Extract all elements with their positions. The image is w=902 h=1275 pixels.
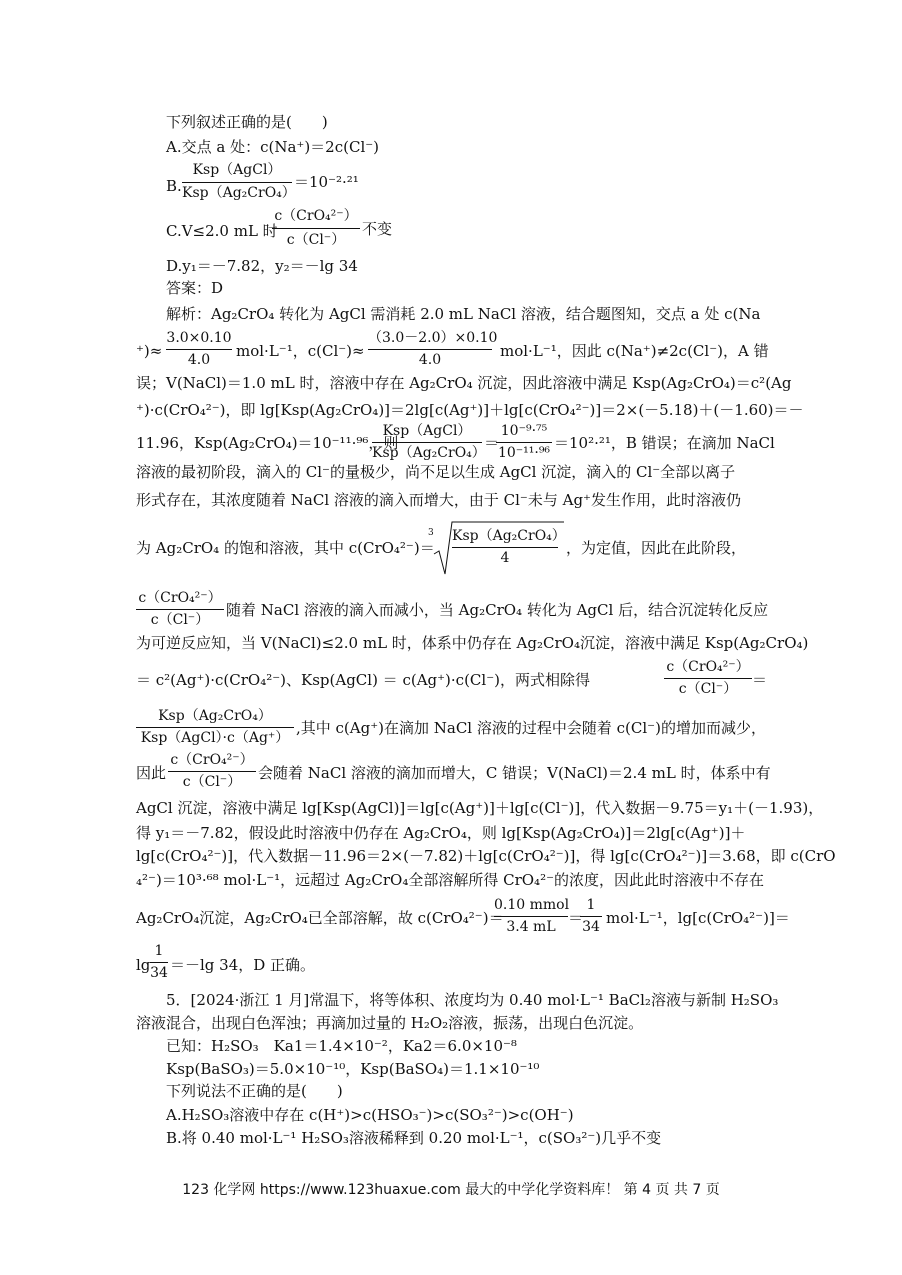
fraction-bar <box>150 962 168 963</box>
fraction-bar <box>136 727 294 728</box>
q5-line-2: 溶液混合，出现白色浑浊；再滴加过量的 H₂O₂溶液，振荡，出现白色沉淀。 <box>136 1014 644 1032</box>
q4-option-c-denominator: c（Cl⁻） <box>286 232 346 248</box>
fraction-7-denominator: c（Cl⁻） <box>678 681 738 697</box>
analysis-line-12: ,其中 c(Ag⁺)在滴加 NaCl 溶液的过程中会随着 c(Cl⁻)的增加而减少， <box>296 719 766 737</box>
analysis-line-15: 得 y₁＝－7.82，假设此时溶液中仍存在 Ag₂CrO₄，则 lg[Ksp(Ag₂CrO₄)]＝2lg[c(Ag⁺)]＋ <box>136 824 746 842</box>
fraction-bar <box>496 442 552 443</box>
fraction-2-denominator: 4.0 <box>418 352 442 368</box>
fraction-8-denominator: Ksp（AgCl）·c（Ag⁺） <box>140 730 290 746</box>
fraction-10-numerator: 0.10 mmol <box>494 897 570 913</box>
fraction-10-denominator: 3.4 mL <box>506 919 556 935</box>
analysis-line-5a: 11.96，Ksp(Ag₂CrO₄)＝10⁻¹¹·⁹⁶，则 <box>136 434 399 452</box>
q4-option-b-denominator: Ksp（Ag₂CrO₄） <box>182 185 296 201</box>
page-footer: 123 化学网 https://www.123huaxue.com 最大的中学化学资料库！ 第 4 页 共 7 页 <box>182 1182 720 1198</box>
fraction-9-numerator: c（CrO₄²⁻） <box>170 752 254 768</box>
q4-option-c-label: C.V≤2.0 mL 时 <box>166 222 278 240</box>
fraction-3-denominator: Ksp（Ag₂CrO₄） <box>372 445 486 461</box>
fraction-4-denominator: 10⁻¹¹·⁹⁶ <box>497 445 551 461</box>
fraction-bar <box>136 609 224 610</box>
analysis-line-2b: mol·L⁻¹，c(Cl⁻)≈ <box>236 342 365 360</box>
fraction-11-numerator: 1 <box>586 897 596 913</box>
fraction-4-numerator: 10⁻⁹·⁷⁵ <box>500 423 548 439</box>
analysis-line-5c: ＝10²·²¹，B 错误；在滴加 NaCl <box>554 434 775 452</box>
q4-option-d: D.y₁＝－7.82，y₂＝－lg 34 <box>166 257 358 275</box>
q5-line-1: 5．[2024·浙江 1 月]常温下，将等体积、浓度均为 0.40 mol·L⁻¹ BaCl₂溶液与新制 H₂SO₃ <box>166 991 779 1009</box>
analysis-line-2c: mol·L⁻¹，因此 c(Na⁺)≠2c(Cl⁻)，A 错 <box>500 342 769 360</box>
fraction-bar <box>182 182 292 183</box>
q5-option-b: B.将 0.40 mol·L⁻¹ H₂SO₃溶液稀释到 0.20 mol·L⁻¹，c(SO₃²⁻)几乎不变 <box>166 1129 662 1147</box>
fraction-5-denominator: 4 <box>500 550 510 566</box>
analysis-line-17: ₄²⁻)＝10³·⁶⁸ mol·L⁻¹，远超过 Ag₂CrO₄全部溶解所得 CrO₄²⁻的浓度，因此此时溶液中不存在 <box>136 871 765 889</box>
analysis-line-11: ＝ c²(Ag⁺)·c(CrO₄²⁻)、Ksp(AgCl) ＝ c(Ag⁺)·c(Cl⁻)，两式相除得 <box>136 671 590 689</box>
analysis-line-13a: 因此 <box>136 764 167 782</box>
analysis-line-16: lg[c(CrO₄²⁻)]，代入数据－11.96＝2×(－7.82)＋lg[c(CrO₄²⁻)]，得 lg[c(CrO₄²⁻)]＝3.68，即 c(CrO <box>136 847 836 865</box>
analysis-line-10: 为可逆反应知，当 V(NaCl)≤2.0 mL 时，体系中仍存在 Ag₂CrO₄沉淀，溶液中满足 Ksp(Ag₂CrO₄) <box>136 634 809 652</box>
fraction-1-denominator: 4.0 <box>187 352 211 368</box>
analysis-line-18c: mol·L⁻¹，lg[c(CrO₄²⁻)]＝ <box>606 909 790 927</box>
fraction-bar <box>452 547 558 548</box>
analysis-line-19a: lg <box>136 956 151 974</box>
q4-answer: 答案：D <box>166 279 224 297</box>
analysis-line-11b: ＝ <box>752 671 768 689</box>
analysis-line-4: ⁺)·c(CrO₄²⁻)，即 lg[Ksp(Ag₂CrO₄)]＝2lg[c(Ag⁺)]＋lg[c(CrO₄²⁻)]＝2×(－5.18)＋(－1.60)＝－ <box>136 401 804 419</box>
analysis-line-14: AgCl 沉淀，溶液中满足 lg[Ksp(AgCl)]＝lg[c(Ag⁺)]＋lg[c(Cl⁻)]，代入数据－9.75＝y₁＋(－1.93)， <box>136 799 824 817</box>
q4-option-c-numerator: c（CrO₄²⁻） <box>274 208 358 224</box>
fraction-bar <box>166 349 232 350</box>
analysis-line-6: 溶液的最初阶段，滴入的 Cl⁻的量极少，尚不足以生成 AgCl 沉淀，滴入的 Cl⁻全部以离子 <box>136 463 736 481</box>
analysis-line-2a: ⁺)≈ <box>136 342 163 360</box>
fraction-11-denominator: 34 <box>582 919 600 935</box>
fraction-2-numerator: （3.0－2.0）×0.10 <box>368 330 498 346</box>
q5-option-a: A.H₂SO₃溶液中存在 c(H⁺)>c(HSO₃⁻)>c(SO₃²⁻)>c(OH⁻) <box>166 1106 574 1124</box>
fraction-bar <box>580 916 602 917</box>
analysis-line-8b: ，为定值，因此在此阶段， <box>566 539 747 557</box>
analysis-line-9: 随着 NaCl 溶液的滴入而减小，当 Ag₂CrO₄ 转化为 AgCl 后，结合沉淀转化反应 <box>226 601 769 619</box>
q5-line-4: Ksp(BaSO₃)＝5.0×10⁻¹⁰，Ksp(BaSO₄)＝1.1×10⁻¹⁰ <box>166 1060 540 1078</box>
analysis-line-5b: ＝ <box>484 434 500 452</box>
analysis-line-13b: 会随着 NaCl 溶液的滴加而增大，C 错误；V(NaCl)＝2.4 mL 时，体系中有 <box>258 764 771 782</box>
q4-option-b-label: B. <box>166 177 182 195</box>
q4-option-c-rhs: 不变 <box>362 220 393 238</box>
analysis-line-1: 解析：Ag₂CrO₄ 转化为 AgCl 需消耗 2.0 mL NaCl 溶液，结合题图知，交点 a 处 c(Na <box>166 305 761 323</box>
q4-option-b-rhs: ＝10⁻²·²¹ <box>294 173 359 191</box>
q5-line-5: 下列说法不正确的是( ) <box>166 1082 343 1100</box>
fraction-bar <box>168 771 256 772</box>
analysis-line-7: 形式存在，其浓度随着 NaCl 溶液的滴入而增大，由于 Cl⁻未与 Ag⁺发生作用，此时溶液仍 <box>136 491 741 509</box>
fraction-9-denominator: c（Cl⁻） <box>182 774 242 790</box>
analysis-line-18a: Ag₂CrO₄沉淀，Ag₂CrO₄已全部溶解，故 c(CrO₄²⁻)＝ <box>136 909 504 927</box>
fraction-8-numerator: Ksp（Ag₂CrO₄） <box>158 708 272 724</box>
radical-sign <box>432 518 564 578</box>
fraction-7-numerator: c（CrO₄²⁻） <box>666 659 750 675</box>
fraction-bar <box>372 442 482 443</box>
analysis-line-8a: 为 Ag₂CrO₄ 的饱和溶液，其中 c(CrO₄²⁻)＝ <box>136 539 435 557</box>
q5-line-3: 已知：H₂SO₃ Ka1＝1.4×10⁻²，Ka2＝6.0×10⁻⁸ <box>166 1037 517 1055</box>
fraction-bar <box>664 678 752 679</box>
cube-root-index: 3 <box>428 528 434 538</box>
fraction-1-numerator: 3.0×0.10 <box>166 330 232 346</box>
analysis-line-3: 误；V(NaCl)＝1.0 mL 时，溶液中存在 Ag₂CrO₄ 沉淀，因此溶液中满足 Ksp(Ag₂CrO₄)＝c²(Ag <box>136 374 792 392</box>
analysis-line-18b: ＝ <box>568 909 584 927</box>
q4-option-b-numerator: Ksp（AgCl） <box>192 162 282 178</box>
q4-stem: 下列叙述正确的是( ) <box>166 113 328 131</box>
fraction-6-denominator: c（Cl⁻） <box>150 612 210 628</box>
fraction-bar <box>368 349 492 350</box>
fraction-12-numerator: 1 <box>154 943 164 959</box>
fraction-3-numerator: Ksp（AgCl） <box>382 423 472 439</box>
fraction-bar <box>272 228 360 229</box>
fraction-bar <box>494 916 568 917</box>
fraction-6-numerator: c（CrO₄²⁻） <box>138 590 222 606</box>
fraction-12-denominator: 34 <box>150 965 168 981</box>
q4-option-a: A.交点 a 处：c(Na⁺)＝2c(Cl⁻) <box>166 138 380 156</box>
fraction-5-numerator: Ksp（Ag₂CrO₄） <box>452 528 566 544</box>
analysis-line-19b: ＝－lg 34，D 正确。 <box>170 956 316 974</box>
